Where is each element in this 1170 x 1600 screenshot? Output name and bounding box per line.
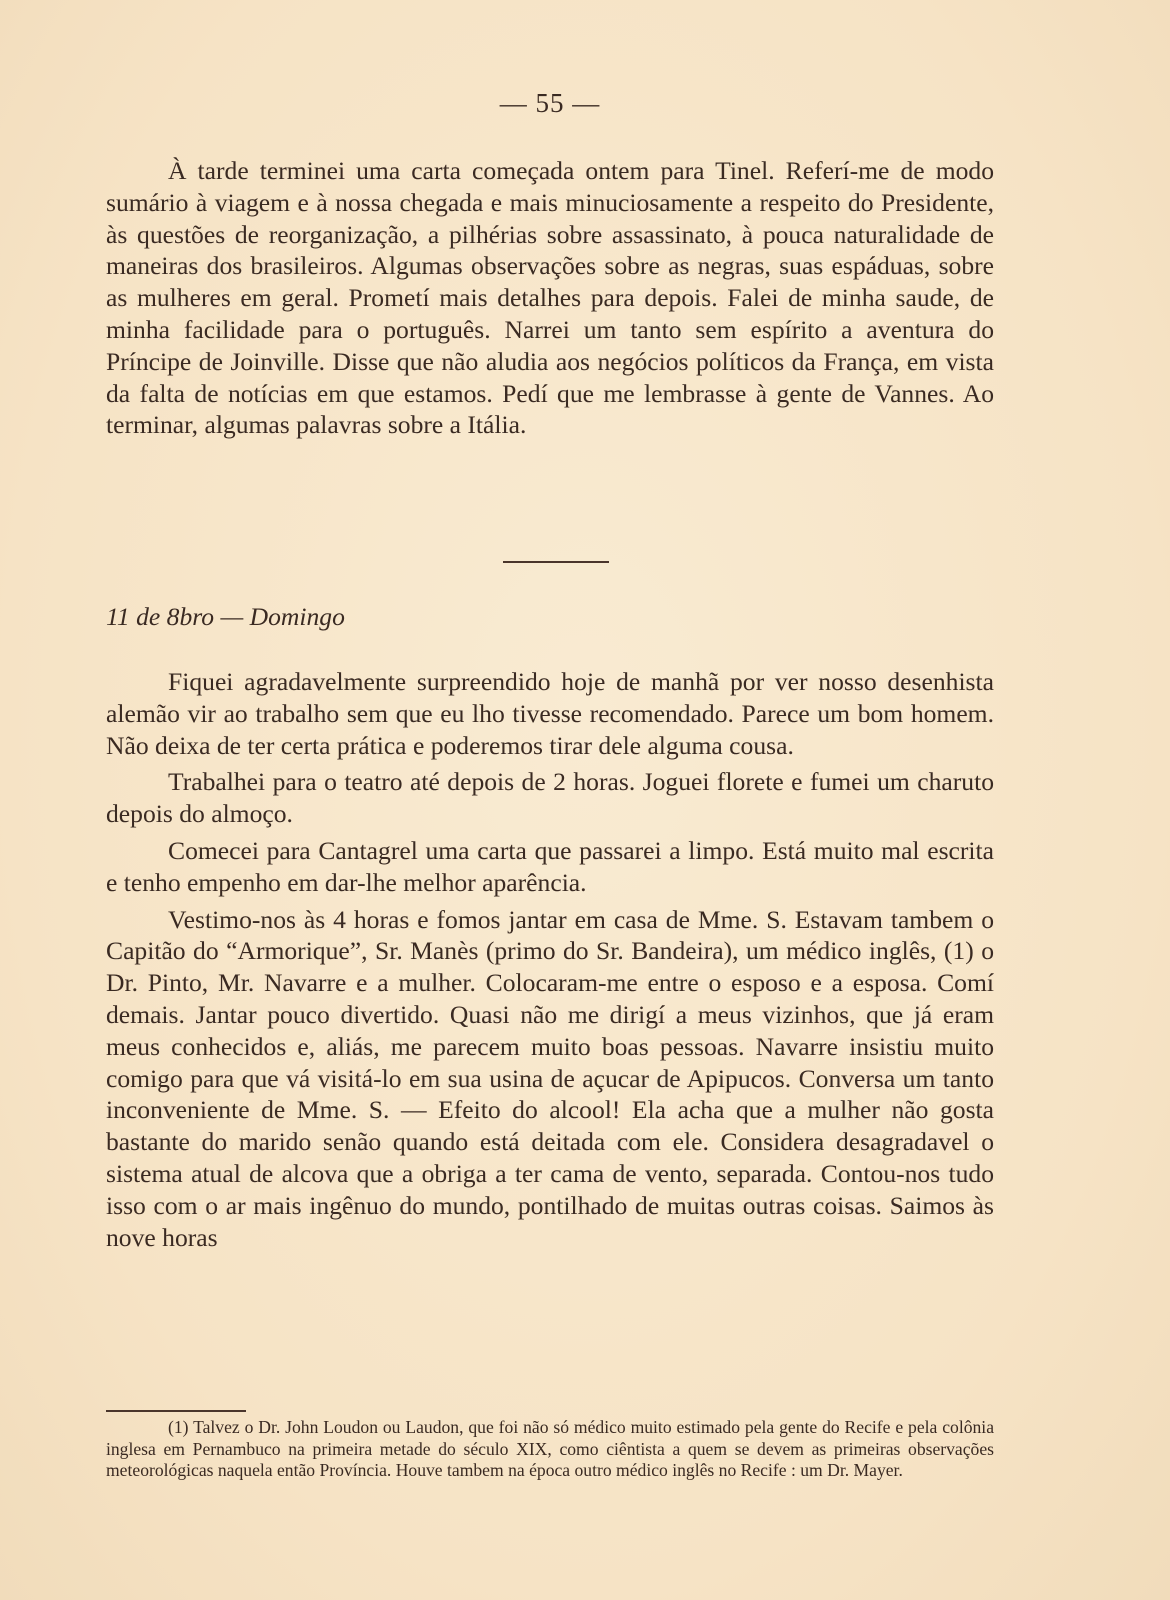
footnote-text: (1) Talvez o Dr. John Loudon ou Laudon, que foi não só médico muito estimado pela gente do Recife e pela colônia inglesa em Pernambuco na primeira metade do século XIX, como ciêntista a quem se devem as primeiras observações meteorológicas naquela então Província. Houve tambem na época outro médico inglês no Recife : um Dr. Mayer. — [106, 1417, 994, 1481]
diary-entry — [106, 666, 994, 1253]
diary-entry-continued — [106, 155, 994, 441]
footnote-rule — [106, 1410, 246, 1412]
paragraph: Fiquei agradavelmente surpreendido hoje de manhã por ver nosso desenhista alemão vir ao trabalho sem que eu lho tivesse recomendado. Parece um bom homem. Não deixa de ter certa prática e poderemos tirar dele alguma cousa. — [106, 667, 994, 760]
section-divider — [503, 561, 609, 563]
entry-date-heading: 11 de 8bro — Domingo — [106, 602, 345, 631]
footnote — [106, 1417, 994, 1482]
page-number: — 55 — — [499, 88, 601, 118]
paragraph: Comecei para Cantagrel uma carta que passarei a limpo. Está muito mal escrita e tenho empenho em dar-lhe melhor aparência. — [106, 835, 994, 897]
paragraph: Trabalhei para o teatro até depois de 2 horas. Joguei florete e fumei um charuto depois do almoço. — [106, 767, 994, 829]
paragraph: Vestimo-nos às 4 horas e fomos jantar em casa de Mme. S. Estavam tambem o Capitão do “Armorique”, Sr. Manès (primo do Sr. Bandeira), um médico inglês, (1) o Dr. Pinto, Mr. Navarre e a mulher. Colocaram-me entre o esposo e a esposa. Comí demais. Jantar pouco divertido. Quasi não me dirigí a meus vizinhos, que já eram meus conhecidos e, aliás, me parecem muito boas pessoas. Navarre insistiu muito comigo para que vá visitá-lo em sua usina de açucar de Apipucos. Conversa um tanto inconveniente de Mme. S. — Efeito do alcool! Ela acha que a mulher não gosta bastante do marido senão quando está deitada com ele. Considera desagradavel o sistema atual de alcova que a obriga a ter cama de vento, separada. Contou-nos tudo isso com o ar mais ingênuo do mundo, pontilhado de muitas outras coisas. Saimos às nove horas — [106, 904, 994, 1252]
paragraph: À tarde terminei uma carta começada ontem para Tinel. Referí-me de modo sumário à viagem e à nossa chegada e mais minuciosamente a respeito do Presidente, às questões de reorganização, a pilhérias sobre assassinato, à pouca naturalidade de maneiras dos brasileiros. Algumas observações sobre as negras, suas espáduas, sobre as mulheres em geral. Prometí mais detalhes para depois. Falei de minha saude, de minha facilidade para o português. Narrei um tanto sem espírito a aventura do Príncipe de Joinville. Disse que não aludia aos negócios políticos da França, em vista da falta de notícias em que estamos. Pedí que me lembrasse à gente de Vannes. Ao terminar, algumas palavras sobre a Itália. — [106, 156, 994, 440]
